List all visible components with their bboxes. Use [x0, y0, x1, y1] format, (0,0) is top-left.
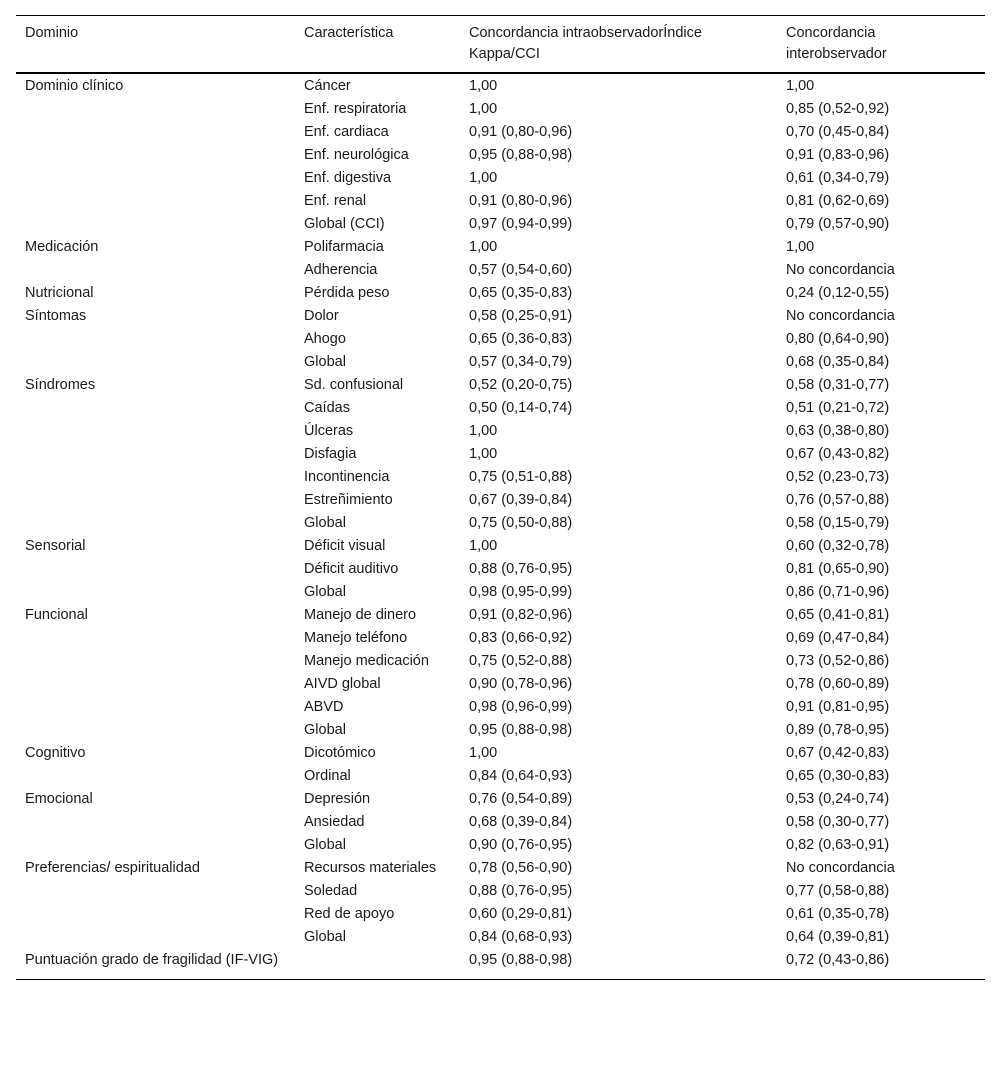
- cell-caracteristica: Manejo medicación: [304, 653, 429, 669]
- cell-caracteristica: Global (CCI): [304, 216, 385, 232]
- header-caracteristica: Característica: [304, 25, 394, 41]
- table-row: [16, 214, 985, 237]
- table-row: [16, 674, 985, 697]
- cell-interobservador: 0,67 (0,43-0,82): [786, 446, 890, 462]
- cell-interobservador: 1,00: [786, 78, 815, 94]
- cell-interobservador: 0,81 (0,62-0,69): [786, 193, 890, 209]
- cell-dominio: Medicación: [25, 239, 99, 255]
- cell-intraobservador: 0,57 (0,54-0,60): [469, 262, 573, 278]
- cell-dominio: [16, 329, 295, 352]
- table-row: [16, 352, 985, 375]
- table-row: [16, 881, 985, 904]
- table-row: [16, 73, 985, 99]
- cell-intraobservador: 0,57 (0,34-0,79): [469, 354, 573, 370]
- table-row: [16, 605, 985, 628]
- cell-intraobservador: 0,67 (0,39-0,84): [469, 492, 573, 508]
- cell-dominio: Síntomas: [25, 308, 87, 324]
- cell-interobservador: 0,91 (0,81-0,95): [786, 699, 890, 715]
- cell-dominio: [16, 467, 295, 490]
- cell-caracteristica: Global: [304, 515, 346, 531]
- cell-interobservador: 0,80 (0,64-0,90): [786, 331, 890, 347]
- table-row: [16, 927, 985, 950]
- cell-caracteristica: Manejo de dinero: [304, 607, 417, 623]
- cell-intraobservador: 0,52 (0,20-0,75): [469, 377, 573, 393]
- cell-caracteristica: Dolor: [304, 308, 339, 324]
- cell-dominio: [16, 628, 295, 651]
- cell-caracteristica: Pérdida peso: [304, 285, 390, 301]
- cell-intraobservador: 0,97 (0,94-0,99): [469, 216, 573, 232]
- cell-caracteristica: Manejo teléfono: [304, 630, 408, 646]
- table-row: [16, 628, 985, 651]
- cell-intraobservador: 0,95 (0,88-0,98): [469, 722, 573, 738]
- header-interobservador: Concordancia interobservador: [786, 25, 887, 62]
- table-row: [16, 398, 985, 421]
- cell-dominio: [16, 582, 295, 605]
- cell-caracteristica: Estreñimiento: [304, 492, 393, 508]
- cell-interobservador: 0,58 (0,15-0,79): [786, 515, 890, 531]
- cell-dominio: [16, 835, 295, 858]
- cell-caracteristica: Caídas: [304, 400, 350, 416]
- table-row: [16, 858, 985, 881]
- cell-intraobservador: 1,00: [469, 78, 498, 94]
- cell-intraobservador: 0,95 (0,88-0,98): [469, 952, 573, 968]
- table-row: [16, 421, 985, 444]
- cell-intraobservador: 0,65 (0,36-0,83): [469, 331, 573, 347]
- cell-caracteristica: Enf. neurológica: [304, 147, 409, 163]
- cell-intraobservador: 0,58 (0,25-0,91): [469, 308, 573, 324]
- table-row: [16, 99, 985, 122]
- cell-caracteristica: Dicotómico: [304, 745, 376, 761]
- cell-dominio: Sensorial: [25, 538, 86, 554]
- cell-caracteristica: Global: [304, 354, 346, 370]
- table-row: [16, 651, 985, 674]
- cell-caracteristica: Déficit auditivo: [304, 561, 399, 577]
- table-row: [16, 743, 985, 766]
- cell-interobservador: 0,89 (0,78-0,95): [786, 722, 890, 738]
- table-row: [16, 237, 985, 260]
- cell-dominio: [16, 651, 295, 674]
- cell-intraobservador: 0,98 (0,96-0,99): [469, 699, 573, 715]
- cell-interobservador: 0,73 (0,52-0,86): [786, 653, 890, 669]
- cell-interobservador: 0,85 (0,52-0,92): [786, 101, 890, 117]
- cell-dominio: Dominio clínico: [25, 78, 124, 94]
- cell-interobservador: 0,24 (0,12-0,55): [786, 285, 890, 301]
- cell-dominio: Emocional: [25, 791, 93, 807]
- cell-intraobservador: 0,60 (0,29-0,81): [469, 906, 573, 922]
- cell-caracteristica: Enf. respiratoria: [304, 101, 407, 117]
- cell-dominio: [16, 697, 295, 720]
- cell-interobservador: 0,64 (0,39-0,81): [786, 929, 890, 945]
- cell-caracteristica: Déficit visual: [304, 538, 386, 554]
- cell-dominio: [16, 513, 295, 536]
- cell-intraobservador: 1,00: [469, 170, 498, 186]
- header-intraobservador: Concordancia intraobservadorÍndice Kappa/CCI: [469, 25, 702, 62]
- cell-intraobservador: 0,84 (0,64-0,93): [469, 768, 573, 784]
- table-row: [16, 191, 985, 214]
- cell-interobservador: 0,65 (0,41-0,81): [786, 607, 890, 623]
- cell-dominio: [16, 260, 295, 283]
- cell-caracteristica: Incontinencia: [304, 469, 390, 485]
- header-row: [16, 16, 985, 74]
- cell-interobservador: 0,77 (0,58-0,88): [786, 883, 890, 899]
- cell-caracteristica: Soledad: [304, 883, 358, 899]
- cell-intraobservador: 0,84 (0,68-0,93): [469, 929, 573, 945]
- table-row: [16, 766, 985, 789]
- table-row: [16, 145, 985, 168]
- cell-interobservador: 0,63 (0,38-0,80): [786, 423, 890, 439]
- cell-caracteristica: Enf. digestiva: [304, 170, 392, 186]
- cell-intraobservador: 0,91 (0,80-0,96): [469, 124, 573, 140]
- cell-caracteristica: Sd. confusional: [304, 377, 404, 393]
- cell-caracteristica: Global: [304, 837, 346, 853]
- cell-dominio: Nutricional: [25, 285, 94, 301]
- cell-dominio: Síndromes: [25, 377, 96, 393]
- table-row: [16, 513, 985, 536]
- cell-interobservador: 0,52 (0,23-0,73): [786, 469, 890, 485]
- cell-interobservador: 0,51 (0,21-0,72): [786, 400, 890, 416]
- cell-intraobservador: 1,00: [469, 538, 498, 554]
- cell-caracteristica: [295, 950, 460, 980]
- cell-intraobservador: 0,75 (0,50-0,88): [469, 515, 573, 531]
- table-container: [16, 15, 985, 980]
- cell-intraobservador: 0,76 (0,54-0,89): [469, 791, 573, 807]
- cell-interobservador: 0,78 (0,60-0,89): [786, 676, 890, 692]
- cell-intraobservador: 1,00: [469, 239, 498, 255]
- table-row: [16, 904, 985, 927]
- cell-interobservador: No concordancia: [786, 308, 895, 324]
- cell-dominio: [16, 421, 295, 444]
- cell-interobservador: 0,70 (0,45-0,84): [786, 124, 890, 140]
- cell-caracteristica: Disfagia: [304, 446, 357, 462]
- cell-intraobservador: 0,50 (0,14-0,74): [469, 400, 573, 416]
- cell-interobservador: 0,61 (0,35-0,78): [786, 906, 890, 922]
- cell-caracteristica: Úlceras: [304, 423, 354, 439]
- cell-intraobservador: 0,88 (0,76-0,95): [469, 561, 573, 577]
- concordance-table: [16, 15, 985, 980]
- cell-interobservador: 0,58 (0,30-0,77): [786, 814, 890, 830]
- table-row: [16, 720, 985, 743]
- cell-dominio: [16, 720, 295, 743]
- cell-dominio: Preferencias/ espiritualidad: [25, 860, 200, 876]
- cell-intraobservador: 0,83 (0,66-0,92): [469, 630, 573, 646]
- cell-dominio: [16, 168, 295, 191]
- cell-caracteristica: Ansiedad: [304, 814, 365, 830]
- table-row: [16, 329, 985, 352]
- cell-dominio: Funcional: [25, 607, 88, 623]
- table-row: [16, 490, 985, 513]
- cell-interobservador: 0,82 (0,63-0,91): [786, 837, 890, 853]
- cell-dominio: [16, 398, 295, 421]
- cell-intraobservador: 0,78 (0,56-0,90): [469, 860, 573, 876]
- table-row: [16, 444, 985, 467]
- table-row: [16, 467, 985, 490]
- cell-caracteristica: Red de apoyo: [304, 906, 395, 922]
- cell-intraobservador: 1,00: [469, 423, 498, 439]
- cell-caracteristica: Cáncer: [304, 78, 351, 94]
- cell-dominio: Puntuación grado de fragilidad (IF-VIG): [25, 952, 279, 968]
- cell-intraobservador: 0,68 (0,39-0,84): [469, 814, 573, 830]
- table-row: [16, 950, 985, 980]
- cell-interobservador: 0,60 (0,32-0,78): [786, 538, 890, 554]
- cell-caracteristica: Global: [304, 722, 346, 738]
- cell-caracteristica: Global: [304, 584, 346, 600]
- table-row: [16, 812, 985, 835]
- cell-interobservador: 0,69 (0,47-0,84): [786, 630, 890, 646]
- cell-intraobservador: 1,00: [469, 745, 498, 761]
- cell-interobservador: 1,00: [786, 239, 815, 255]
- cell-interobservador: No concordancia: [786, 860, 895, 876]
- table-row: [16, 582, 985, 605]
- cell-intraobservador: 0,98 (0,95-0,99): [469, 584, 573, 600]
- cell-dominio: [16, 490, 295, 513]
- cell-caracteristica: Enf. cardiaca: [304, 124, 389, 140]
- cell-dominio: [16, 812, 295, 835]
- cell-intraobservador: 0,75 (0,52-0,88): [469, 653, 573, 669]
- table-row: [16, 789, 985, 812]
- table-row: [16, 283, 985, 306]
- cell-caracteristica: ABVD: [304, 699, 344, 715]
- cell-interobservador: No concordancia: [786, 262, 895, 278]
- cell-intraobservador: 0,90 (0,78-0,96): [469, 676, 573, 692]
- cell-dominio: [16, 766, 295, 789]
- cell-dominio: [16, 444, 295, 467]
- cell-dominio: [16, 352, 295, 375]
- table-row: [16, 697, 985, 720]
- cell-interobservador: 0,79 (0,57-0,90): [786, 216, 890, 232]
- cell-caracteristica: Adherencia: [304, 262, 378, 278]
- cell-caracteristica: Ahogo: [304, 331, 346, 347]
- table-row: [16, 559, 985, 582]
- cell-caracteristica: Polifarmacia: [304, 239, 384, 255]
- cell-interobservador: 0,61 (0,34-0,79): [786, 170, 890, 186]
- header-dominio: Dominio: [25, 25, 79, 41]
- cell-intraobservador: 0,88 (0,76-0,95): [469, 883, 573, 899]
- cell-intraobservador: 0,91 (0,82-0,96): [469, 607, 573, 623]
- cell-caracteristica: Global: [304, 929, 346, 945]
- table-row: [16, 835, 985, 858]
- table-header: [16, 16, 985, 74]
- cell-intraobservador: 0,90 (0,76-0,95): [469, 837, 573, 853]
- cell-caracteristica: AIVD global: [304, 676, 381, 692]
- cell-dominio: [16, 674, 295, 697]
- cell-interobservador: 0,81 (0,65-0,90): [786, 561, 890, 577]
- cell-interobservador: 0,53 (0,24-0,74): [786, 791, 890, 807]
- table-row: [16, 306, 985, 329]
- cell-intraobservador: 1,00: [469, 101, 498, 117]
- cell-caracteristica: Recursos materiales: [304, 860, 437, 876]
- cell-dominio: [16, 145, 295, 168]
- cell-interobservador: 0,65 (0,30-0,83): [786, 768, 890, 784]
- cell-interobservador: 0,91 (0,83-0,96): [786, 147, 890, 163]
- cell-intraobservador: 1,00: [469, 446, 498, 462]
- cell-dominio: [16, 191, 295, 214]
- cell-intraobservador: 0,75 (0,51-0,88): [469, 469, 573, 485]
- cell-interobservador: 0,76 (0,57-0,88): [786, 492, 890, 508]
- table-row: [16, 168, 985, 191]
- cell-caracteristica: Depresión: [304, 791, 371, 807]
- cell-interobservador: 0,58 (0,31-0,77): [786, 377, 890, 393]
- cell-dominio: [16, 927, 295, 950]
- cell-dominio: [16, 99, 295, 122]
- cell-intraobservador: 0,95 (0,88-0,98): [469, 147, 573, 163]
- table-body: [16, 73, 985, 980]
- cell-dominio: [16, 559, 295, 582]
- table-row: [16, 536, 985, 559]
- cell-caracteristica: Enf. renal: [304, 193, 367, 209]
- cell-dominio: [16, 214, 295, 237]
- cell-interobservador: 0,72 (0,43-0,86): [786, 952, 890, 968]
- cell-intraobservador: 0,91 (0,80-0,96): [469, 193, 573, 209]
- cell-dominio: [16, 904, 295, 927]
- cell-interobservador: 0,68 (0,35-0,84): [786, 354, 890, 370]
- table-row: [16, 375, 985, 398]
- cell-dominio: [16, 881, 295, 904]
- cell-dominio: [16, 122, 295, 145]
- cell-dominio: Cognitivo: [25, 745, 86, 761]
- table-row: [16, 122, 985, 145]
- cell-caracteristica: Ordinal: [304, 768, 351, 784]
- table-row: [16, 260, 985, 283]
- cell-interobservador: 0,86 (0,71-0,96): [786, 584, 890, 600]
- cell-intraobservador: 0,65 (0,35-0,83): [469, 285, 573, 301]
- cell-interobservador: 0,67 (0,42-0,83): [786, 745, 890, 761]
